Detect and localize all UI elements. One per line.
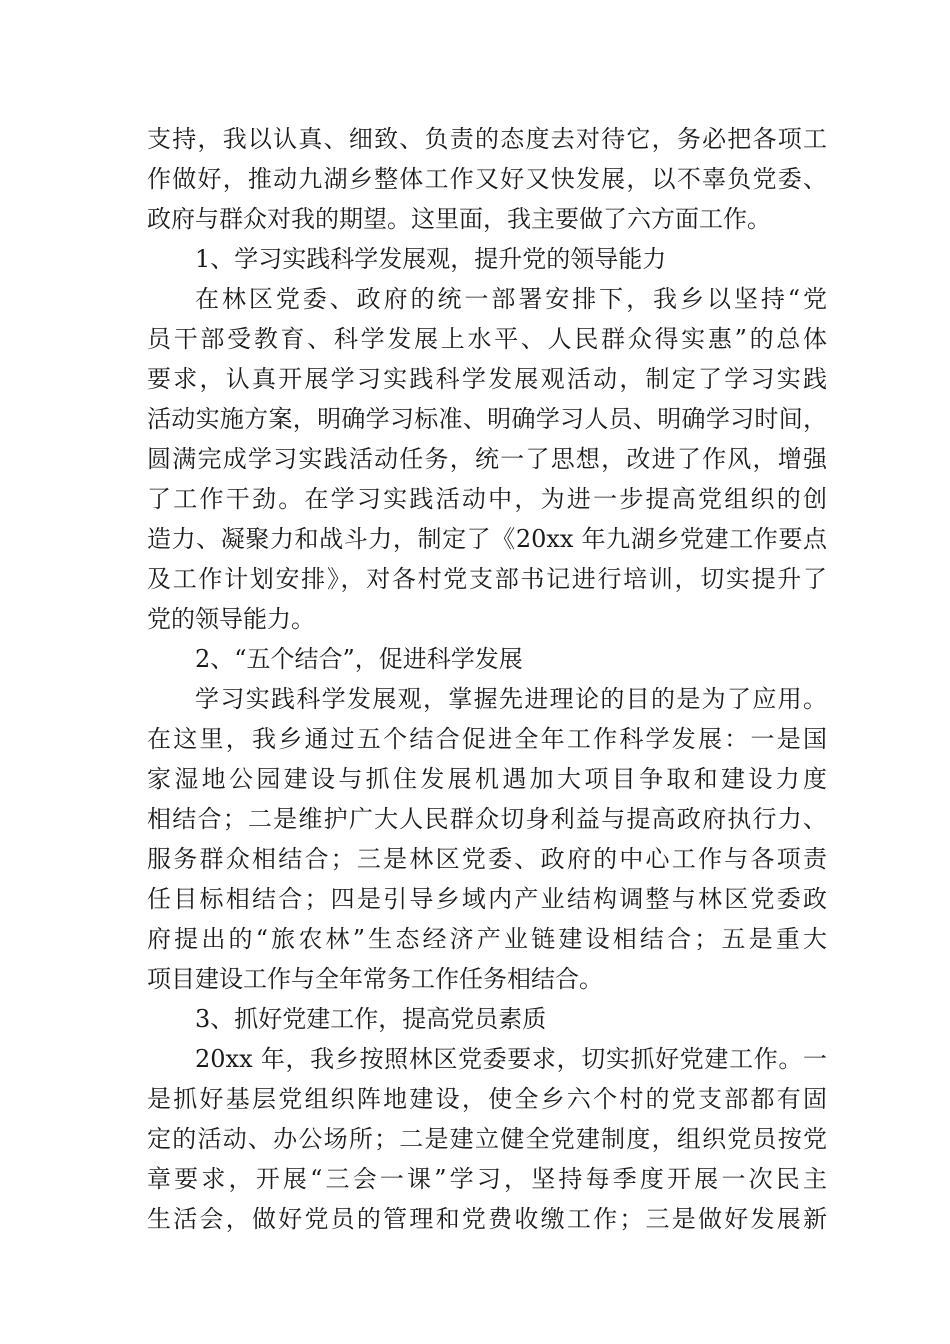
body-text-line: 服务群众相结合；三是林区党委、政府的中心工作与各项责 <box>147 845 827 873</box>
section-heading-2: 2、“五个结合”，促进科学发展 <box>195 645 523 673</box>
body-text-line: 支持，我以认真、细致、负责的态度去对待它，务必把各项工 <box>147 125 827 153</box>
body-text-line: 作做好，推动九湖乡整体工作又好又快发展，以不辜负党委、 <box>147 165 827 193</box>
body-text-line: 造力、凝聚力和战斗力，制定了《20xx 年九湖乡党建工作要点 <box>147 525 827 553</box>
body-text-line: 项目建设工作与全年常务工作任务相结合。 <box>147 965 603 993</box>
body-text-line: 生活会，做好党员的管理和党费收缴工作；三是做好发展新 <box>147 1205 827 1233</box>
body-text-line: 在这里，我乡通过五个结合促进全年工作科学发展：一是国 <box>147 725 827 753</box>
body-text-line: 是抓好基层党组织阵地建设，使全乡六个村的党支部都有固 <box>147 1085 827 1113</box>
body-text-line: 在林区党委、政府的统一部署安排下，我乡以坚持“党 <box>195 285 827 313</box>
body-text-line: 圆满完成学习实践活动任务，统一了思想，改进了作风，增强 <box>147 445 827 473</box>
body-text-line: 了工作干劲。在学习实践活动中，为进一步提高党组织的创 <box>147 485 827 513</box>
body-text-line: 学习实践科学发展观，掌握先进理论的目的是为了应用。 <box>195 685 827 713</box>
body-text-line: 员干部受教育、科学发展上水平、人民群众得实惠”的总体 <box>147 325 827 353</box>
body-text-line: 活动实施方案，明确学习标准、明确学习人员、明确学习时间， <box>147 405 827 433</box>
body-text-line: 要求，认真开展学习实践科学发展观活动，制定了学习实践 <box>147 365 827 393</box>
body-text-line: 府提出的“旅农林”生态经济产业链建设相结合；五是重大 <box>147 925 827 953</box>
body-text-line: 定的活动、办公场所；二是建立健全党建制度，组织党员按党 <box>147 1125 827 1153</box>
section-heading-3: 3、抓好党建工作，提高党员素质 <box>195 1005 547 1033</box>
body-text-line: 章要求，开展“三会一课”学习，坚持每季度开展一次民主 <box>147 1165 827 1193</box>
body-text-line: 党的领导能力。 <box>147 605 315 633</box>
body-text-line: 任目标相结合；四是引导乡域内产业结构调整与林区党委政 <box>147 885 827 913</box>
body-text-line: 及工作计划安排》，对各村党支部书记进行培训，切实提升了 <box>147 565 827 593</box>
body-text-line: 政府与群众对我的期望。这里面，我主要做了六方面工作。 <box>147 205 771 233</box>
body-text-line: 20xx 年，我乡按照林区党委要求，切实抓好党建工作。一 <box>195 1045 827 1073</box>
body-text-line: 相结合；二是维护广大人民群众切身利益与提高政府执行力、 <box>147 805 827 833</box>
body-text-line: 家湿地公园建设与抓住发展机遇加大项目争取和建设力度 <box>147 765 827 793</box>
section-heading-1: 1、学习实践科学发展观，提升党的领导能力 <box>195 245 667 273</box>
